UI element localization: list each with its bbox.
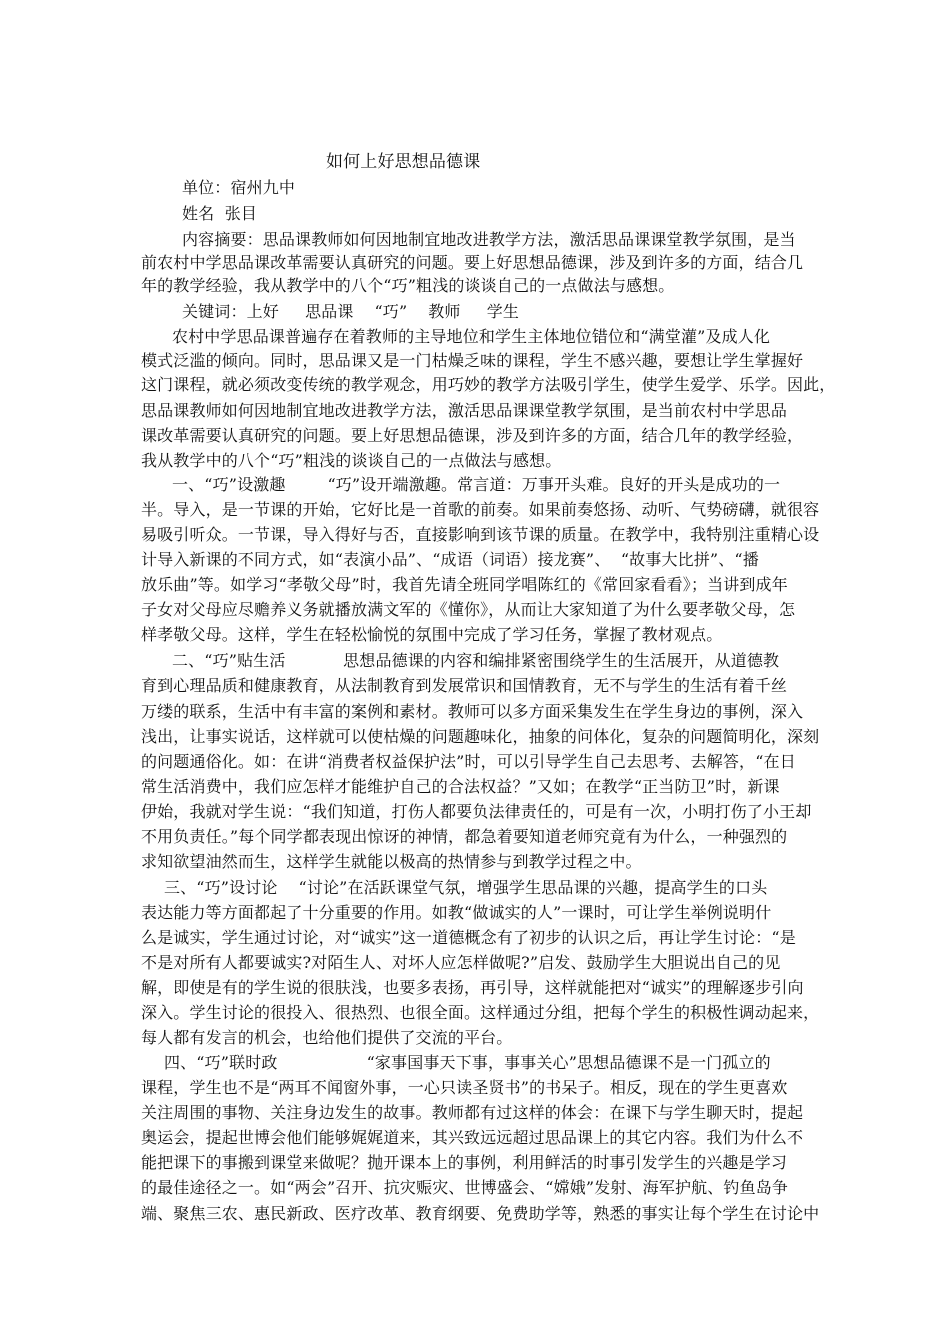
paragraph-line: 万缕的联系，生活中有丰富的案例和素材。教师可以多方面采集发生在学生身边的事例，深入 [141,702,804,721]
paragraph-line: 半。导入，是一节课的开始，它好比是一首歌的前奏。如果前奏悠扬、动听、气势磅礴，就很容 [141,500,820,519]
paragraph-line: 这门课程，就必须改变传统的教学观念，用巧妙的教学方法吸引学生，使学生爱学、乐学。因此， [141,375,836,394]
paragraph-line: 模式泛滥的倾向。同时，思品课又是一门枯燥乏味的课程，学生不感兴趣，要想让学生掌握好 [141,351,804,370]
paragraph-line: 子女对父母应尽赡养义务就播放满文军的《懂你》，从而让大家知道了为什么要孝敬父母，怎 [141,600,796,619]
paragraph-line: 解，即使是有的学生说的很肤浅，也要多表扬，再引导，这样就能把对“诚实”的理解逐步引向 [141,978,804,997]
paragraph-line: 求知欲望油然而生，这样学生就能以极高的热情参与到教学过程之中。 [141,852,642,871]
author-unit: 单位：宿州九中 [182,178,296,197]
paragraph-line: 奥运会，提起世博会他们能够娓娓道来，其兴致远远超过思品课上的其它内容。我们为什么不 [141,1128,804,1147]
paragraph-line: 思品课教师如何因地制宜地改进教学方法，激活思品课课堂教学氛围，是当前农村中学思品 [141,401,788,420]
paragraph-line: 么是诚实，学生通过讨论，对“诚实”这一道德概念有了初步的认识之后，再让学生讨论：“是 [141,928,796,947]
keywords-line: 关键词：上好 思品课 “巧” 教师 学生 [182,302,520,321]
paragraph-line: 浅出，让事实说话，这样就可以使枯燥的问题趣味化，抽象的问体化，复杂的问题简明化，深刻 [141,727,820,746]
author-name: 姓名 张目 [182,204,258,223]
paragraph-line: 放乐曲”等。如学习“孝敬父母”时，我首先请全班同学唱陈红的《常回家看看》；当讲到成年 [141,575,788,594]
paragraph-line: 计导入新课的不同方式，如“表演小品”、“成语（词语）接龙赛”、 “故事大比拼”、“播 [141,550,759,569]
paragraph-line: 不是对所有人都要诚实?对陌生人、对坏人应怎样做呢?”启发、鼓励学生大胆说出自己的见 [141,953,781,972]
paragraph-line: 育到心理品质和健康教育，从法制教育到发展常识和国情教育，无不与学生的生活有着千丝 [141,676,788,695]
paragraph-line: 易吸引听众。一节课，导入得好与否，直接影响到该节课的质量。在教学中，我特别注重精心设 [141,525,820,544]
paragraph-line: 不用负责任。”每个同学都表现出惊讶的神情，都急着要知道老师究竟有为什么，一种强烈的 [141,827,788,846]
paragraph-line: 课改革需要认真研究的问题。要上好思想品德课，涉及到许多的方面，结合几年的教学经验， [141,426,804,445]
section-heading-line: 一、“巧”设激趣 “巧”设开端激趣。常言道：万事开头难。良好的开头是成功的一 [172,475,781,494]
paragraph-line: 常生活消费中，我们应怎样才能维护自己的合法权益？”又如；在教学“正当防卫”时，新课 [141,777,780,796]
paragraph-line: 的最佳途径之一。如“两会”召开、抗灾赈灾、世博盛会、“嫦娥”发射、海军护航、钓鱼岛争 [141,1178,789,1197]
paragraph-line: 端、聚焦三农、惠民新政、医疗改革、教育纲要、免费助学等，熟悉的事实让每个学生在讨论中 [141,1204,820,1223]
section-heading-line: 三、“巧”设讨论 “讨论”在活跃课堂气氛，增强学生思品课的兴趣，提高学生的口头 [164,878,768,897]
paragraph-line: 我从教学中的八个“巧”粗浅的谈谈自己的一点做法与感想。 [141,451,562,470]
abstract-line: 内容摘要：思品课教师如何因地制宜地改进教学方法，激活思品课课堂教学氛围，是当 [182,230,796,249]
abstract-line: 前农村中学思品课改革需要认真研究的问题。要上好思想品德课，涉及到许多的方面，结合几 [141,253,804,272]
paragraph-line: 样孝敬父母。这样，学生在轻松愉悦的氛围中完成了学习任务，掌握了教材观点。 [141,625,723,644]
document-title: 如何上好思想品德课 [326,152,481,172]
paragraph-line: 表达能力等方面都起了十分重要的作用。如教“做诚实的人”一课时，可让学生举例说明什 [141,903,772,922]
paragraph-line: 的问题通俗化。如：在讲“消费者权益保护法”时，可以引导学生自己去思考、去解答，“在日 [141,752,796,771]
abstract-line: 年的教学经验，我从教学中的八个“巧”粗浅的谈谈自己的一点做法与感想。 [141,276,675,295]
paragraph-line: 课程，学生也不是“两耳不闻窗外事，一心只读圣贤书”的书呆子。相反，现在的学生更喜欢 [141,1078,788,1097]
paragraph-line: 农村中学思品课普遍存在着教师的主导地位和学生主体地位错位和“满堂灌”及成人化 [172,327,771,346]
paragraph-line: 能把课下的事搬到课堂来做呢？抛开课本上的事例，利用鲜活的时事引发学生的兴趣是学习 [141,1153,788,1172]
paragraph-line: 深入。学生讨论的很投入、很热烈、也很全面。这样通过分组，把每个学生的积极性调动起来， [141,1003,820,1022]
section-heading-line: 四、“巧”联时政 “家事国事天下事，事事关心”思想品德课不是一门孤立的 [164,1053,771,1072]
paragraph-line: 每人都有发言的机会，也给他们提供了交流的平台。 [141,1028,513,1047]
paragraph-line: 伊始，我就对学生说：“我们知道，打伤人都要负法律责任的，可是有一次，小明打伤了小王却 [141,802,812,821]
section-heading-line: 二、“巧”贴生活 思想品德课的内容和编排紧密围绕学生的生活展开，从道德教 [172,651,780,670]
paragraph-line: 关注周围的事物、关注身边发生的故事。教师都有过这样的体会：在课下与学生聊天时，提起 [141,1103,804,1122]
